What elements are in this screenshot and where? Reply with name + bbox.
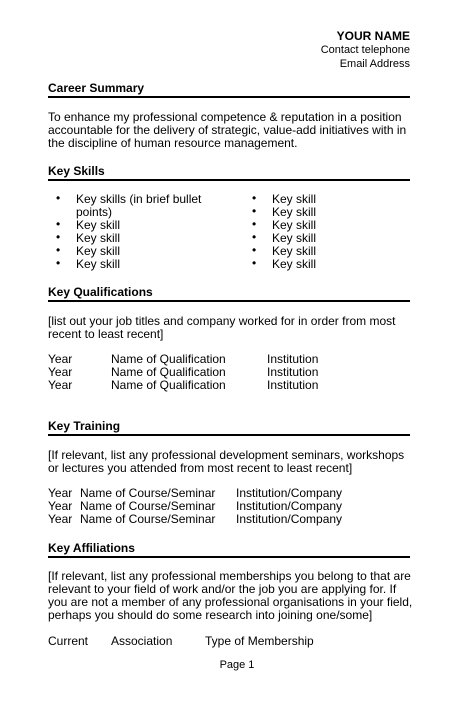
bullet-icon: • xyxy=(252,243,257,257)
qualification-year: Year xyxy=(48,352,73,366)
bullet-icon: • xyxy=(56,191,61,205)
applicant-name: YOUR NAME xyxy=(336,29,410,43)
training-institution: Institution/Company xyxy=(236,512,343,526)
training-year: Year xyxy=(48,499,73,513)
skill-item: • Key skill xyxy=(56,256,121,271)
skill-item: • Key skill xyxy=(252,230,317,245)
bullet-icon: • xyxy=(252,256,257,270)
bullet-icon: • xyxy=(56,243,61,257)
key-training-heading: Key Training xyxy=(48,419,410,436)
qualification-name: Name of Qualification xyxy=(111,378,226,392)
bullet-icon: • xyxy=(252,204,257,218)
affiliation-membership-type: Type of Membership xyxy=(205,634,314,648)
skill-item: • Key skills (in brief bullet points) xyxy=(56,191,202,219)
training-year: Year xyxy=(48,512,73,526)
bullet-icon: • xyxy=(252,217,257,231)
bullet-icon: • xyxy=(56,217,61,231)
qualification-institution: Institution xyxy=(267,365,319,379)
skill-item: • Key skill xyxy=(56,230,121,245)
affiliations-note: [If relevant, list any professional memberships you belong to that are relevant to your field of work and/or the job you are applying for. If you are not a member of any professional organisations in your field, perhaps you should do some research into joining one/some] xyxy=(48,569,413,622)
affiliation-association: Association xyxy=(111,634,173,648)
email-address: Email Address xyxy=(339,58,410,70)
qualification-year: Year xyxy=(48,378,73,392)
training-note: [If relevant, list any professional development seminars, workshops or lectures you attended from most recent to least recent] xyxy=(48,448,405,475)
skill-item: • Key skill xyxy=(252,204,317,219)
key-skills-heading: Key Skills xyxy=(48,164,410,181)
skill-item: • Key skill xyxy=(252,256,317,271)
qualifications-note: [list out your job titles and company worked for in order from most recent to least recent] xyxy=(48,314,396,341)
skill-item: • Key skill xyxy=(56,243,121,258)
skill-item: • Key skill xyxy=(252,243,317,258)
career-summary-heading: Career Summary xyxy=(48,81,410,98)
bullet-icon: • xyxy=(56,256,61,270)
skills-right-column xyxy=(252,193,372,271)
qualification-year: Year xyxy=(48,365,73,379)
training-institution: Institution/Company xyxy=(236,499,343,513)
key-affiliations-heading: Key Affiliations xyxy=(48,541,410,558)
training-course: Name of Course/Seminar xyxy=(80,486,216,500)
skill-item: • Key skill xyxy=(56,217,121,232)
skill-item: • Key skill xyxy=(252,217,317,232)
skill-item: • Key skill xyxy=(252,191,317,206)
qualification-name: Name of Qualification xyxy=(111,365,226,379)
contact-telephone: Contact telephone xyxy=(320,44,410,56)
training-institution: Institution/Company xyxy=(236,486,343,500)
skills-left-column xyxy=(56,193,226,271)
bullet-icon: • xyxy=(252,230,257,244)
bullet-icon: • xyxy=(252,191,257,205)
qualification-name: Name of Qualification xyxy=(111,352,226,366)
qualification-institution: Institution xyxy=(267,378,319,392)
key-qualifications-heading: Key Qualifications xyxy=(48,285,410,302)
career-summary-text: To enhance my professional competence & reputation in a position accountable for the delivery of strategic, value-add initiatives with in the discipline of human resource management. xyxy=(48,110,407,150)
page-number: Page 1 xyxy=(219,659,255,671)
qualification-institution: Institution xyxy=(267,352,319,366)
training-course: Name of Course/Seminar xyxy=(80,499,216,513)
contact-header xyxy=(321,29,410,71)
training-year: Year xyxy=(48,486,73,500)
affiliation-current: Current xyxy=(48,634,89,648)
bullet-icon: • xyxy=(56,230,61,244)
training-course: Name of Course/Seminar xyxy=(80,512,216,526)
